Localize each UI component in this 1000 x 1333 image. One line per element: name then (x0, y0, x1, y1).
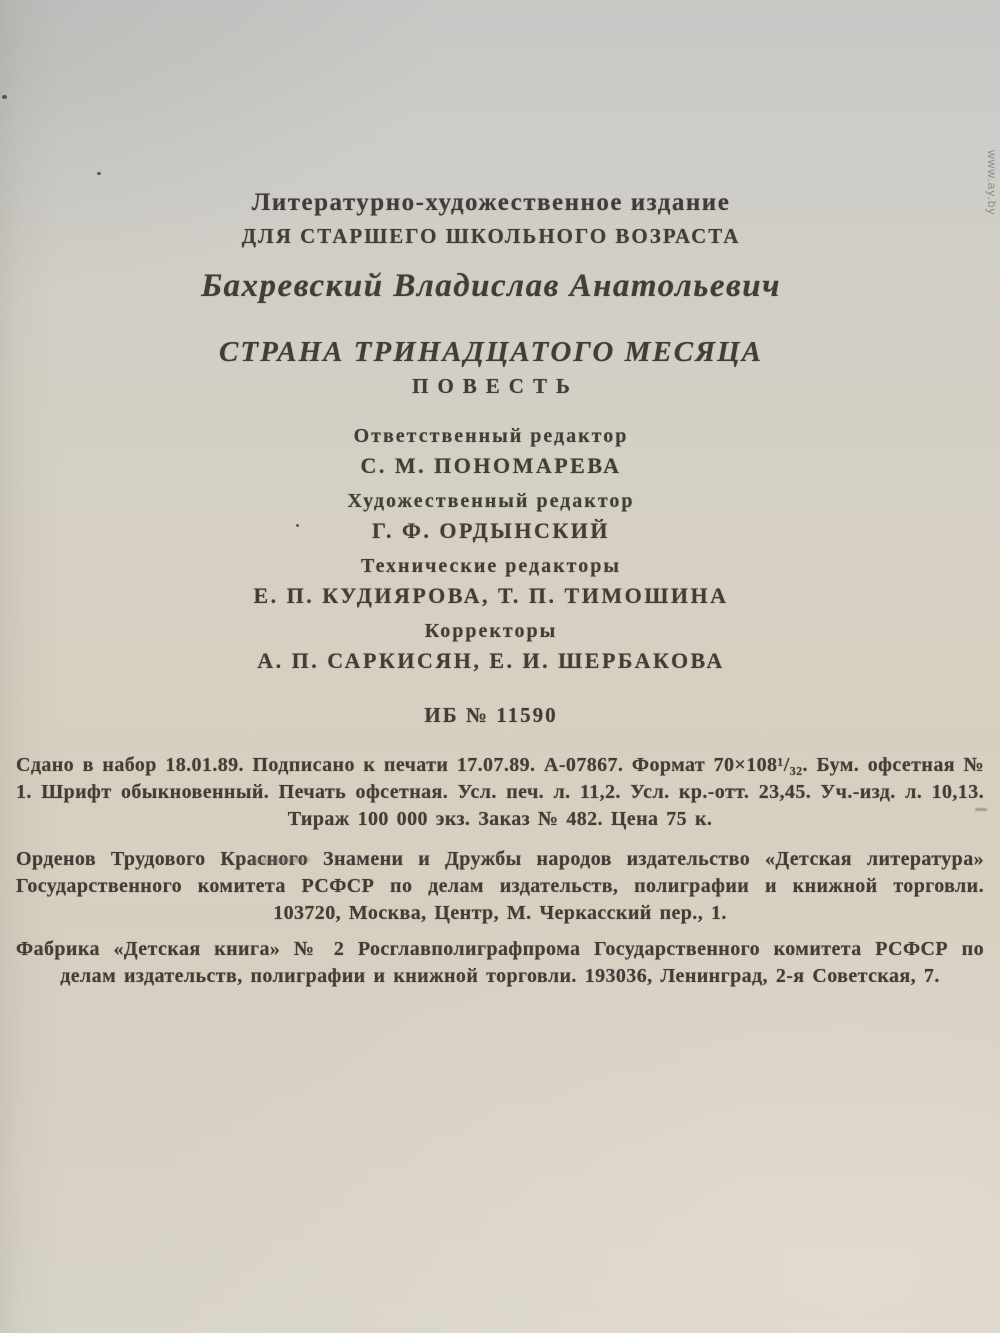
faint-dash-mark (975, 808, 987, 811)
dust-speck (296, 524, 299, 527)
book-subtitle: ПОВЕСТЬ (412, 374, 579, 398)
imprint-paragraph-printing-factory: Фабрика «Детская книга» № 2 Росглавполиграфпрома Государственного комитета РСФСР по делам издательств, полиграфии и книжной торговли. 193036, Ленинград, 2-я Советская, 7. (16, 938, 984, 987)
book-title: СТРАНА ТРИНАДЦАТОГО МЕСЯЦА (219, 336, 763, 368)
ib-number: ИБ № 11590 (424, 703, 558, 727)
staff-name: Е. П. КУДИЯРОВА, Т. П. ТИМОШИНА (253, 583, 729, 608)
staff-role: Ответственный редактор (353, 425, 629, 447)
staff-block (0, 424, 982, 684)
staff-name: С. М. ПОНОМАРЕВА (360, 453, 622, 478)
watermark-text: www.ay.by (985, 150, 999, 216)
imprint-paragraph-print-data: Сдано в набор 18.01.89. Подписано к печати 17.07.89. А-07867. Формат 70×108¹/₃₂. Бум. офсетная № 1. Шрифт обыкновенный. Печать офсетная. Усл. печ. л. 11,2. Усл. кр.-отт. 23,45. Уч.-изд. л. 10,13. Тираж 100 000 экз. Заказ № 482. Цена 75 к. (16, 754, 984, 830)
audience-line: ДЛЯ СТАРШЕГО ШКОЛЬНОГО ВОЗРАСТА (241, 224, 741, 248)
staff-role: Технические редакторы (361, 555, 621, 577)
staff-role: Художественный редактор (347, 490, 635, 512)
staff-role: Корректоры (424, 620, 558, 642)
edition-type-line: Литературно-художественное издание (251, 189, 731, 216)
dust-speck (97, 172, 101, 175)
author-name: Бахревский Владислав Анатольевич (201, 268, 781, 304)
staff-name: Г. Ф. ОРДЫНСКИЙ (371, 518, 611, 543)
staff-name: А. П. САРКИСЯН, Е. И. ШЕРБАКОВА (257, 648, 725, 673)
imprint-paragraph-publisher: Орденов Трудового Красного Знамени и Дружбы народов издательство «Детская литература» Государственного комитета РСФСР по делам издательств, полиграфии и книжной торговли. 103720, Москва, Центр, М. Черкасский пер., 1. (16, 848, 984, 924)
dust-speck (2, 95, 7, 99)
